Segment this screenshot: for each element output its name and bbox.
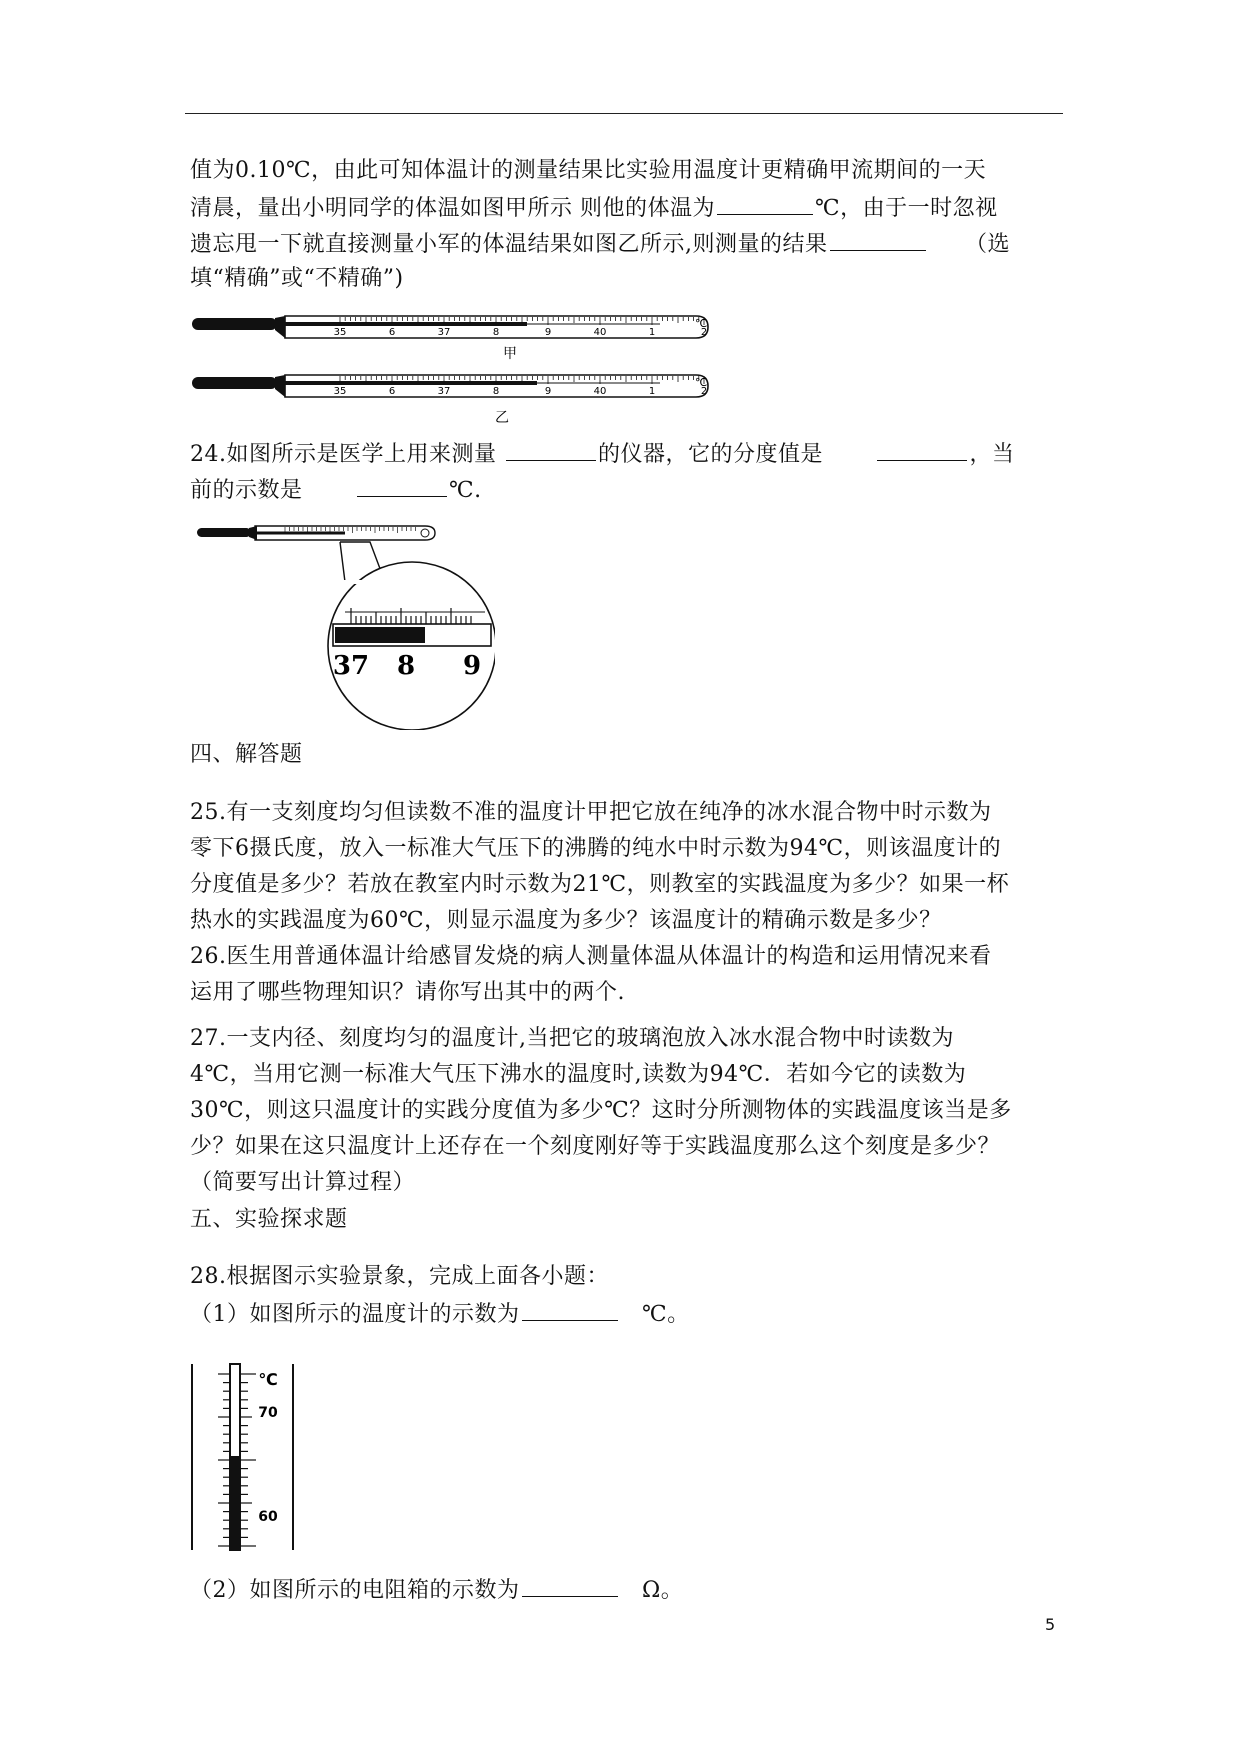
answer-blank[interactable] [717,192,813,215]
thermometer-b-tick-label: 37 [437,386,451,397]
vertical-thermo-unit: ℃ [258,1370,278,1389]
mag-label-37: 37 [332,651,370,681]
q28-sub-1: （1）如图所示的温度计的示数为 ℃。 [190,1298,690,1330]
section-4-title: 四、解答题 [190,742,303,767]
thermometer-a-tick-label: 6 [388,327,396,338]
q27-line-2: 4℃，当用它测一标准大气压下沸水的温度时,读数为94℃．若如今它的读数为 [190,1062,967,1087]
thermometer-a-tick-label: 9 [544,327,552,338]
thermometer-b-tick-label: 35 [333,386,347,397]
q24-line-2: 前的示数是 ℃. [190,474,482,506]
q26-line-2: 运用了哪些物理知识？请你写出其中的两个. [190,980,625,1005]
q25-line-3: 分度值是多少？若放在教室内时示数为21℃，则教室的实践温度为多少？如果一杯 [190,872,1010,897]
mag-label-8: 8 [396,651,416,681]
q25-line-1: 25.有一支刻度均匀但读数不准的温度计甲把它放在纯净的冰水混合物中时示数为 [190,800,992,825]
q28-line-1: 28.根据图示实验景象，完成上面各小题： [190,1264,609,1289]
thermometer-pair-figure [190,305,710,425]
q27-line-5: （简要写出计算过程） [190,1170,416,1195]
thermometer-a-tick-label: 8 [492,327,500,338]
mag-label-9: 9 [462,651,482,681]
caption-yi: 乙 [495,410,509,425]
answer-blank[interactable] [877,438,967,461]
answer-blank[interactable] [357,474,447,497]
q28-sub-2: （2）如图所示的电阻箱的示数为 Ω。 [190,1574,683,1606]
magnified-thermometer-figure [195,520,495,730]
caption-jia: 甲 [503,346,517,362]
thermometer-b-tick-label: 2 [700,386,708,397]
q25-line-2: 零下6摄氏度，放入一标准大气压下的沸腾的纯水中时示数为94℃，则该温度计的 [190,836,1002,861]
vertical-thermo-label-60: 60 [258,1509,278,1525]
thermometer-b-tick-label: 6 [388,386,396,397]
q23-line-1: 值为0.10℃，由此可知体温计的测量结果比实验用温度计更精确甲流期间的一天 [190,158,987,183]
q27-line-1: 27.一支内径、刻度均匀的温度计,当把它的玻璃泡放入冰水混合物中时读数为 [190,1026,954,1051]
q27-line-3: 30℃，则这只温度计的实践分度值为多少℃？这时分所测物体的实践温度该当是多 [190,1098,1012,1123]
q27-line-4: 少？如果在这只温度计上还存在一个刻度刚好等于实践温度那么这个刻度是多少？ [190,1134,1001,1159]
answer-blank[interactable] [830,228,926,251]
thermometer-b-unit: ℃ [695,376,708,389]
q26-line-1: 26.医生用普通体温计给感冒发烧的病人测量体温从体温计的构造和运用情况来看 [190,944,992,969]
thermometer-a-tick-label: 1 [648,327,656,338]
q23-line-2: 清晨，量出小明同学的体温如图甲所示 则他的体温为 ℃，由于一时忽视 [190,192,998,224]
q23-line-4: 填“精确”或“不精确”) [190,266,404,291]
thermometer-a-tick-label: 35 [333,327,347,338]
q25-line-4: 热水的实践温度为60℃，则显示温度为多少？该温度计的精确示数是多少？ [190,908,942,933]
page-number: 5 [1045,1615,1056,1634]
answer-blank[interactable] [506,438,596,461]
vertical-thermo-label-70: 70 [258,1405,278,1421]
answer-blank[interactable] [522,1298,618,1321]
answer-blank[interactable] [522,1574,618,1597]
thermometer-a-tick-label: 40 [593,327,607,338]
thermometer-b-tick-label: 1 [648,386,656,397]
section-5-title: 五、实验探求题 [190,1207,348,1232]
thermometer-b-tick-label: 9 [544,386,552,397]
thermometer-b-tick-label: 8 [492,386,500,397]
thermometer-a-tick-label: 37 [437,327,451,338]
header-rule [185,113,1063,114]
thermometer-a-tick-label: 2 [700,327,708,338]
thermometer-a-unit: ℃ [695,317,708,330]
q23-line-3: 遗忘甩一下就直接测量小军的体温结果如图乙所示,则测量的结果 （选 [190,228,1010,260]
thermometer-b-tick-label: 40 [593,386,607,397]
q24-line-1: 24.如图所示是医学上用来测量 的仪器，它的分度值是 ，当 [190,438,1014,470]
vertical-thermometer-figure [190,1360,300,1552]
